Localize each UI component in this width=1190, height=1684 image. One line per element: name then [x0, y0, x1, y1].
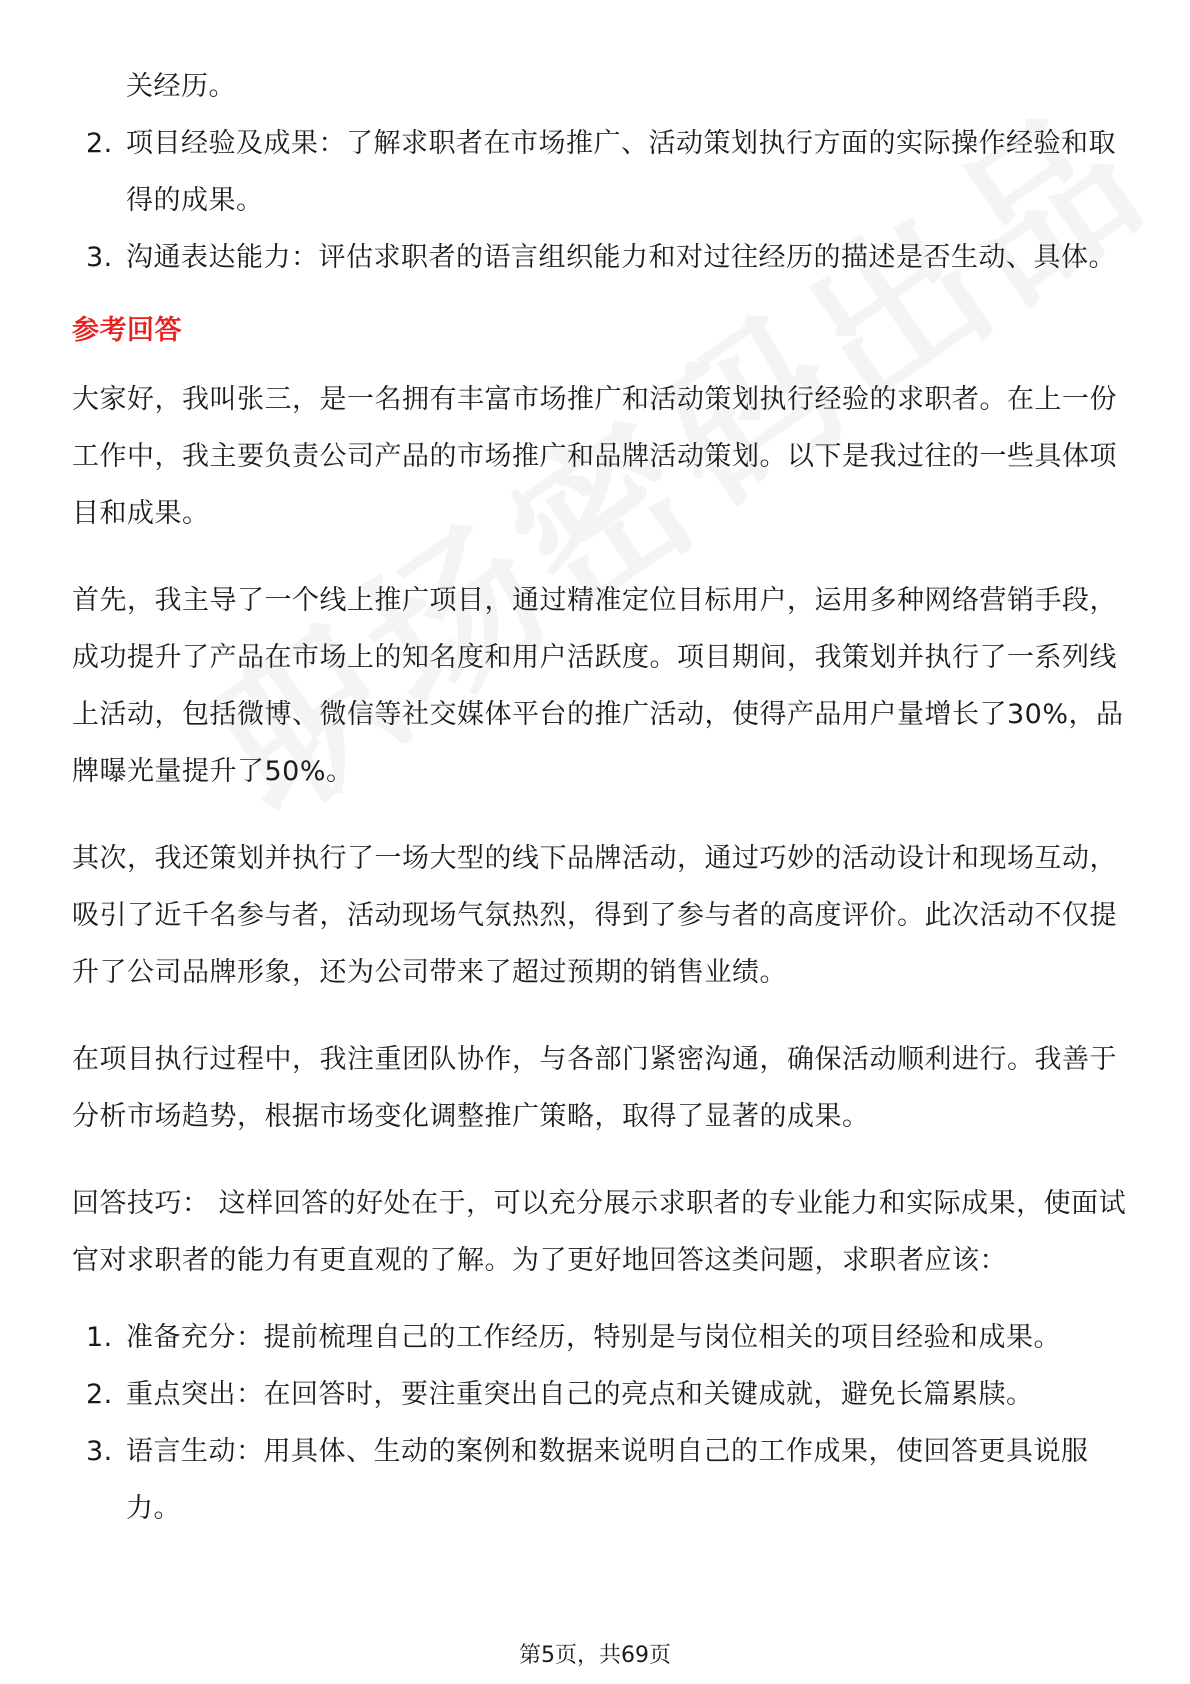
list-item — [72, 229, 1132, 286]
list-item-text: 重点突出：在回答时，要注重突出自己的亮点和关键成就，避免长篇累牍。 — [126, 1379, 1034, 1410]
paragraph: 首先，我主导了一个线上推广项目，通过精准定位目标用户，运用多种网络营销手段，成功提升了产品在市场上的知名度和用户活跃度。项目期间，我策划并执行了一系列线上活动，包括微博、微信等社交媒体平台的推广活动，使得产品用户量增长了30%，品牌曝光量提升了50%。 — [72, 585, 1124, 787]
list-item-text: 准备充分：提前梳理自己的工作经历，特别是与岗位相关的项目经验和成果。 — [126, 1322, 1061, 1353]
tips-numbered-list — [72, 1309, 1132, 1537]
list-item-number: 3. — [86, 242, 113, 273]
top-numbered-list — [72, 58, 1132, 286]
list-item-text: 沟通表达能力：评估求职者的语言组织能力和对过往经历的描述是否生动、具体。 — [126, 242, 1116, 273]
list-item-number: 2. — [86, 128, 113, 159]
list-item — [72, 1366, 1132, 1423]
list-item-number: 3. — [86, 1436, 113, 1467]
list-item — [72, 1309, 1132, 1366]
list-item — [72, 115, 1132, 229]
list-item-text: 项目经验及成果：了解求职者在市场推广、活动策划执行方面的实际操作经验和取得的成果。 — [126, 128, 1116, 216]
page-content — [72, 58, 1132, 1537]
list-item-text: 语言生动：用具体、生动的案例和数据来说明自己的工作成果，使回答更具说服力。 — [126, 1436, 1089, 1524]
paragraph: 回答技巧： 这样回答的好处在于，可以充分展示求职者的专业能力和实际成果，使面试官对求职者的能力有更直观的了解。为了更好地回答这类问题，求职者应该： — [72, 1188, 1127, 1276]
section-heading: 参考回答 — [72, 315, 182, 346]
page-footer: 第5页，共69页 — [519, 1643, 671, 1668]
list-item-number: 1. — [86, 1322, 113, 1353]
paragraph: 大家好，我叫张三，是一名拥有丰富市场推广和活动策划执行经验的求职者。在上一份工作中，我主要负责公司产品的市场推广和品牌活动策划。以下是我过往的一些具体项目和成果。 — [72, 384, 1117, 529]
paragraph: 其次，我还策划并执行了一场大型的线下品牌活动，通过巧妙的活动设计和现场互动，吸引了近千名参与者，活动现场气氛热烈，得到了参与者的高度评价。此次活动不仅提升了公司品牌形象，还为公司带来了超过预期的销售业绩。 — [72, 843, 1117, 988]
list-item-number: 2. — [86, 1379, 113, 1410]
list-item — [72, 1423, 1132, 1537]
list-item-continuation: 关经历。 — [126, 71, 236, 102]
paragraph: 在项目执行过程中，我注重团队协作，与各部门紧密沟通，确保活动顺利进行。我善于分析市场趋势，根据市场变化调整推广策略，取得了显著的成果。 — [72, 1044, 1117, 1132]
